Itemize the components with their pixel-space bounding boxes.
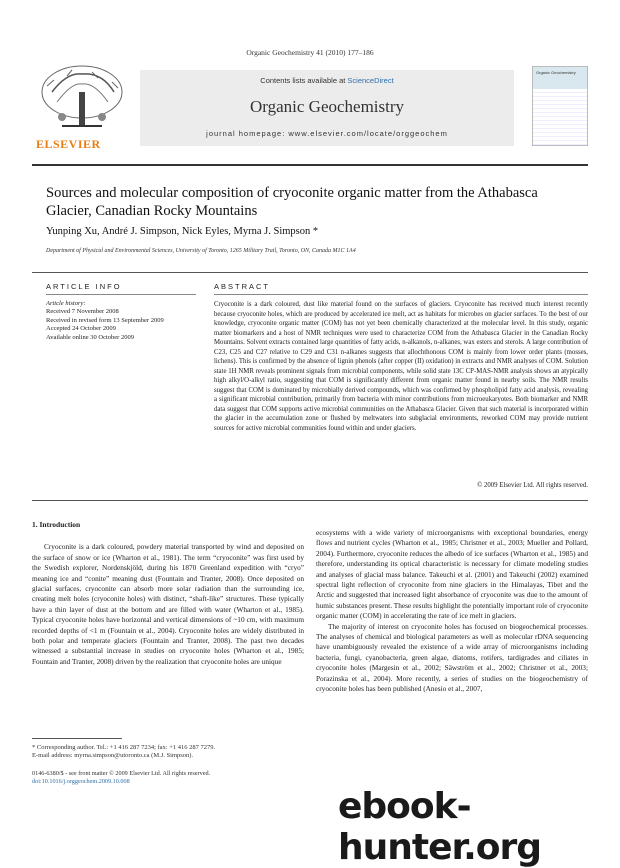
article-history xyxy=(46,300,196,342)
abstract-bottom-rule xyxy=(32,500,588,501)
abstract-text: Cryoconite is a dark coloured, dust like material found on the surfaces of glaciers. Cryoconite has received much interest recently because cryoconite holes, which are produced by accelerated ice melt, act as habitats for microbes on glacier surfaces. To the best of our knowledge, cryoconite organic matter (COM) has not yet been chemically characterized at the molecular level. In this study, organic matter biomarkers and a host of NMR techniques were used to characterize COM from the Athabasca Glacier in the Canadian Rocky Mountains. Solvent extracts contained large quantities of fatty acids, n-alkanols, n-alkanes, wax esters and sterols. A large contribution of C23, C25 and C27 relative to C29 and C31 n-alkanes suggests that allochthonous COM is mainly from lower order plants (mosses, lichens). This is confirmed by the absence of lignin phenols (after copper (II) oxidation) in extracts and NMR analyses of COM. Solution state 1H NMR reveals prominent signals from microbial components, while solid state 13C CP-MAS-NMR analysis shows an atypically high alkyl/O-alkyl ratio, suggesting that COM is significantly different from organic matter found in nearby soils. The NMR results suggest that COM is dominated by microbially derived compounds, which was confirmed by phospholipid fatty acid analysis, revealing a significant microbial contribution, primarily from bacteria with minor contributions from microeukaryotes. Both biomarker and NMR data suggest that COM supports active microbial communities on the Athabasca Glacier. Given that such material is incorporated within the glacier in the accumulation zone or flushed by meltwaters into subglacial environments, reworked COM may provide nutrient sources for active microbial communities found within and under glaciers. xyxy=(214,301,588,432)
doi-link[interactable]: doi:10.1016/j.orggeochem.2009.10.008 xyxy=(32,778,130,786)
footnote-rule xyxy=(32,738,122,739)
article-authors: Yunping Xu, André J. Simpson, Nick Eyles, Myrna J. Simpson * xyxy=(46,226,319,237)
issn-line: 0146-6380/$ - see front matter © 2009 Elsevier Ltd. All rights reserved. xyxy=(32,770,211,777)
article-title: Sources and molecular composition of cryoconite organic matter from the Athabasca Glacier, Canadian Rocky Mountains xyxy=(46,185,538,219)
body-left-column xyxy=(32,520,304,667)
publisher-name: ELSEVIER xyxy=(36,137,101,151)
history-revised: Received in revised form 13 September 2009 xyxy=(46,316,164,324)
intro-paragraph-2: The majority of interest on cryoconite holes has focused on biogeochemical processes. The analyses of chemical and biological parameters as well as molecular rDNA sequencing have unambiguously revealed the existence of a wide array of microorganisms including bacteria, fungi, cyanobacteria, green algae, diatoms, rotifers, tardigrades and ciliates in cryoconite holes (Margesin et al., 2002; Säwström et al., 2002; Christner et al., 2003; Porazinska et al., 2004). More recently, a series of studies on the biogeochemistry of cryoconite holes has been published (Anesio et al., 2007, xyxy=(316,621,588,694)
intro-paragraph: Cryoconite is a dark coloured, powdery material transported by wind and deposited on the surface of snow or ice (Wharton et al., 1981). The term “cryoconite” was first used by the Swedish explorer, Nordenskjöld, during his 1870 Greenland expedition with “cryo” meaning ice and “conite” meaning dust (Fountain and Tranter, 2008). Once deposited on glacial surfaces, cryoconite can absorb more solar radiation than the surrounding ice, creating melt holes (cryoconite holes) with distinct, “shaft-like” structures. These typically have a thin layer of dust at the bottom and are filled with water (Wharton et al., 1985). Typical cryoconite holes have horizontal and vertical dimensions of ~10 cm, with maximum recorded depths of <1 m (Fountain et al., 2004). Cryoconite holes are widely distributed in both polar and temperate glaciers (Fountain and Tranter, 2008). The past two decades witnessed a substantial increase in studies on cryoconite holes (Wharton et al., 1985; Fountain and Tranter, 2008) driven by the realization that cryoconite holes are unique xyxy=(32,542,304,666)
watermark: ebook-hunter.org xyxy=(338,786,542,868)
article-info-rule xyxy=(46,294,196,295)
publication-info xyxy=(32,770,332,786)
journal-header xyxy=(32,62,588,160)
abstract-rule xyxy=(214,294,588,295)
body-right-column xyxy=(316,528,588,695)
journal-homepage-link[interactable]: journal homepage: www.elsevier.com/locate/orggeochem xyxy=(206,129,448,138)
sciencedirect-link[interactable]: ScienceDirect xyxy=(347,76,394,85)
journal-title: Organic Geochemistry xyxy=(249,97,405,116)
history-received: Received 7 November 2008 xyxy=(46,308,119,316)
contents-line xyxy=(140,76,514,85)
history-accepted: Accepted 24 October 2009 xyxy=(46,325,116,333)
footnote xyxy=(32,744,304,761)
contents-prefix: Contents lists available at xyxy=(260,76,348,85)
cover-body xyxy=(533,89,587,145)
journal-cover-thumbnail[interactable] xyxy=(532,66,588,146)
journal-reference: Organic Geochemistry 41 (2010) 177–186 xyxy=(246,48,374,57)
header-rule xyxy=(32,164,588,166)
author-email[interactable]: E-mail address: myrna.simpson@utoronto.ca (M.J. Simpson). xyxy=(32,752,194,760)
section-rule xyxy=(32,272,588,273)
elsevier-logo[interactable] xyxy=(32,62,132,150)
history-label: Article history: xyxy=(46,300,86,307)
author-affiliation: Department of Physical and Environmental Sciences, University of Toronto, 1265 Military Trail, Toronto, ON, Canada M1C 1A4 xyxy=(46,248,356,254)
abstract-heading: ABSTRACT xyxy=(214,282,271,291)
elsevier-tree-icon xyxy=(32,62,132,138)
history-online: Available online 30 October 2009 xyxy=(46,333,134,341)
article-info-heading: ARTICLE INFO xyxy=(46,282,122,291)
intro-paragraph-continued: ecosystems with a wide variety of microorganisms with exceptional boundaries, energy flows and nutrient cycles (Wharton et al., 1985; Christner et al., 2003; Mueller and Pollard, 2004). Furthermore, cryoconite reduces the albedo of ice surfaces (Wharton et al., 1985) and therefore, understanding its optical characteristic is necessary for climate modeling studies and analyses of glacial mass balance. Takeuchi et al. (2001) and Takeuchi (2002) examined spectral light reflection of cryoconite from nine glaciers in the Himalayas, Tibet and the Arctic and suggested that increased light absorbance of cryoconite was due to the amount of humic substances present. These results highlight the potentially important role of cryoconite organic matter (COM) in accelerating the rate of ice melt in glaciers. xyxy=(316,528,588,621)
cover-title: Organic Geochemistry xyxy=(533,67,587,89)
journal-banner xyxy=(140,70,514,146)
abstract-copyright: © 2009 Elsevier Ltd. All rights reserved. xyxy=(477,482,588,489)
introduction-heading: 1. Introduction xyxy=(32,520,81,529)
corresponding-author-note: * Corresponding author. Tel.: +1 416 287 7234; fax: +1 416 287 7279. xyxy=(32,744,216,751)
